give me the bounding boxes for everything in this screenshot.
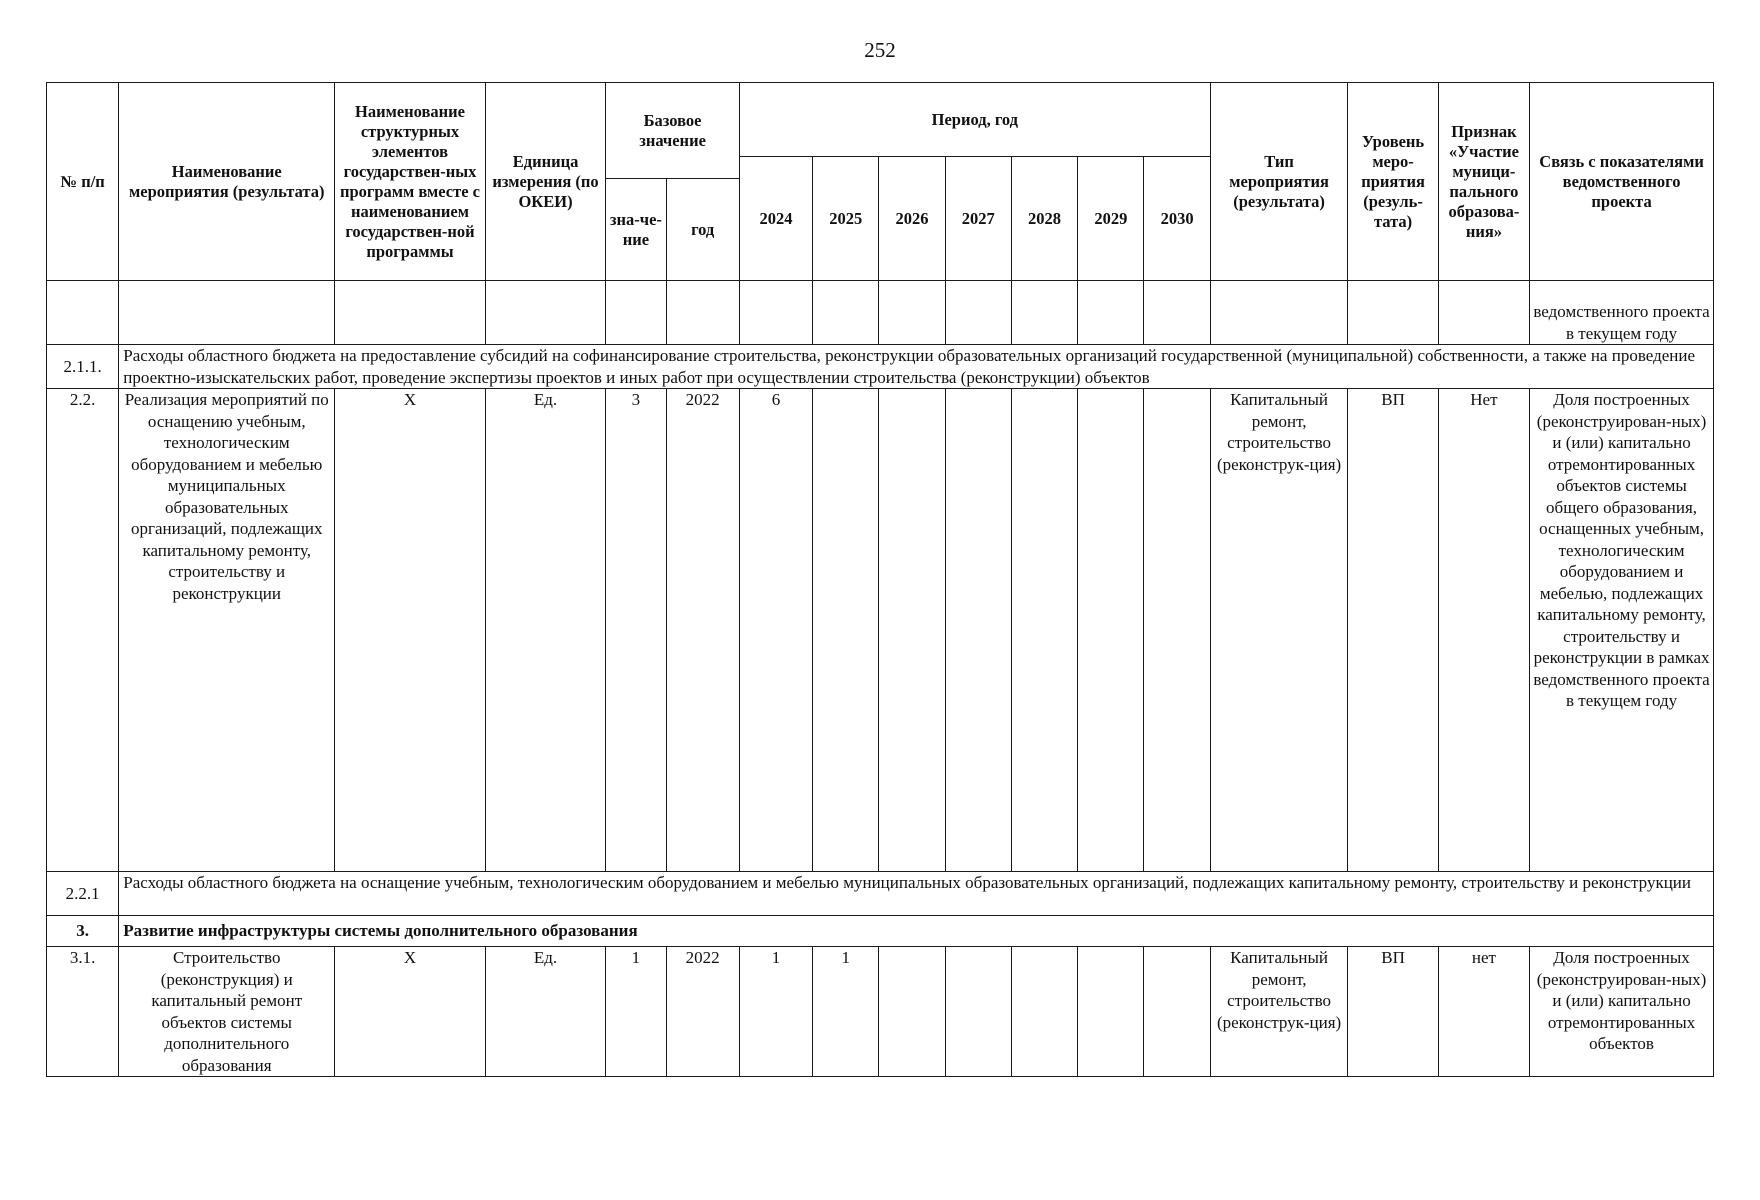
header-num: № п/п bbox=[47, 83, 119, 281]
base-value-cell: 1 bbox=[606, 947, 666, 1077]
header-link: Связь с показателями ведомственного проекта bbox=[1530, 83, 1714, 281]
link-cell: ведомственного проекта в текущем году bbox=[1530, 281, 1714, 345]
year-2027-cell bbox=[945, 947, 1011, 1077]
level-cell: ВП bbox=[1348, 389, 1438, 872]
base-year-cell: 2022 bbox=[666, 947, 739, 1077]
base-year-cell: 2022 bbox=[666, 389, 739, 872]
year-2025-cell: 1 bbox=[813, 947, 879, 1077]
type-cell: Капитальный ремонт, строительство (реконструк-ция) bbox=[1210, 389, 1348, 872]
struct-cell: Х bbox=[335, 947, 486, 1077]
year-2026-cell bbox=[879, 947, 945, 1077]
header-base-value: зна-че-ние bbox=[606, 179, 666, 281]
header-row-1 bbox=[47, 83, 1714, 157]
section-title: Развитие инфраструктуры системы дополнительного образования bbox=[119, 916, 1714, 947]
row-description: Расходы областного бюджета на оснащение учебным, технологическим оборудованием и мебелью муниципальных образовательных организаций, подлежащих капитальному ремонту, строительству и реконструкции bbox=[119, 872, 1714, 916]
row-num: 3. bbox=[47, 916, 119, 947]
header-year-2025: 2025 bbox=[813, 157, 879, 281]
header-year-2029: 2029 bbox=[1078, 157, 1144, 281]
base-value-cell: 3 bbox=[606, 389, 666, 872]
header-level: Уровень меро-приятия (резуль-тата) bbox=[1348, 83, 1438, 281]
table-row bbox=[47, 916, 1714, 947]
header-base: Базовое значение bbox=[606, 83, 740, 179]
header-year-2027: 2027 bbox=[945, 157, 1011, 281]
row-num: 3.1. bbox=[47, 947, 119, 1077]
row-description: Расходы областного бюджета на предоставление субсидий на софинансирование строительства, реконструкции образовательных организаций государственной (муниципальной) собственности, а также на проведение проектно-изыскательских работ, проведение экспертизы проектов и иных работ при осуществлении строительства (реконструкции) объектов bbox=[119, 345, 1714, 389]
activities-table bbox=[46, 82, 1714, 1077]
row-num: 2.1.1. bbox=[47, 345, 119, 389]
year-2030-cell bbox=[1144, 389, 1210, 872]
unit-cell: Ед. bbox=[485, 389, 605, 872]
header-unit: Единица измерения (по ОКЕИ) bbox=[485, 83, 605, 281]
table-row bbox=[47, 281, 1714, 345]
year-2024-cell: 1 bbox=[739, 947, 812, 1077]
table-row bbox=[47, 345, 1714, 389]
activity-name: Строительство (реконструкция) и капитальный ремонт объектов системы дополнительного образования bbox=[119, 947, 335, 1077]
year-2027-cell bbox=[945, 389, 1011, 872]
year-2028-cell bbox=[1011, 947, 1077, 1077]
municipal-cell: нет bbox=[1438, 947, 1529, 1077]
table-row bbox=[47, 389, 1714, 872]
year-2030-cell bbox=[1144, 947, 1210, 1077]
activity-name: Реализация мероприятий по оснащению учебным, технологическим оборудованием и мебелью муниципальных образовательных организаций, подлежащих капитальному ремонту, строительству и реконструкции bbox=[119, 389, 335, 872]
header-base-year: год bbox=[666, 179, 739, 281]
table-row bbox=[47, 872, 1714, 916]
struct-cell: Х bbox=[335, 389, 486, 872]
header-year-2026: 2026 bbox=[879, 157, 945, 281]
year-2024-cell: 6 bbox=[739, 389, 812, 872]
header-type: Тип мероприятия (результата) bbox=[1210, 83, 1348, 281]
year-2029-cell bbox=[1078, 947, 1144, 1077]
type-cell: Капитальный ремонт, строительство (реконструк-ция) bbox=[1210, 947, 1348, 1077]
header-year-2024: 2024 bbox=[739, 157, 812, 281]
link-cell: Доля построенных (реконструирован-ных) и (или) капитально отремонтированных объектов системы общего образования, оснащенных учебным, технологическим оборудованием и мебелью, подлежащих капитальному ремонту, строительству и реконструкции в рамках ведомственного проекта в текущем году bbox=[1530, 389, 1714, 872]
year-2026-cell bbox=[879, 389, 945, 872]
header-year-2030: 2030 bbox=[1144, 157, 1210, 281]
header-period: Период, год bbox=[739, 83, 1210, 157]
row-num: 2.2.1 bbox=[47, 872, 119, 916]
header-name: Наименование мероприятия (результата) bbox=[119, 83, 335, 281]
link-cell: Доля построенных (реконструирован-ных) и (или) капитально отремонтированных объектов bbox=[1530, 947, 1714, 1077]
table-row bbox=[47, 947, 1714, 1077]
unit-cell: Ед. bbox=[485, 947, 605, 1077]
header-municipal: Признак «Участие муници-пального образова-ния» bbox=[1438, 83, 1529, 281]
year-2029-cell bbox=[1078, 389, 1144, 872]
header-year-2028: 2028 bbox=[1011, 157, 1077, 281]
page-number: 252 bbox=[864, 38, 896, 62]
row-num: 2.2. bbox=[47, 389, 119, 872]
level-cell: ВП bbox=[1348, 947, 1438, 1077]
year-2028-cell bbox=[1011, 389, 1077, 872]
municipal-cell: Нет bbox=[1438, 389, 1529, 872]
header-struct: Наименование структурных элементов государствен-ных программ вместе с наименованием государствен-ной программы bbox=[335, 83, 486, 281]
year-2025-cell bbox=[813, 389, 879, 872]
